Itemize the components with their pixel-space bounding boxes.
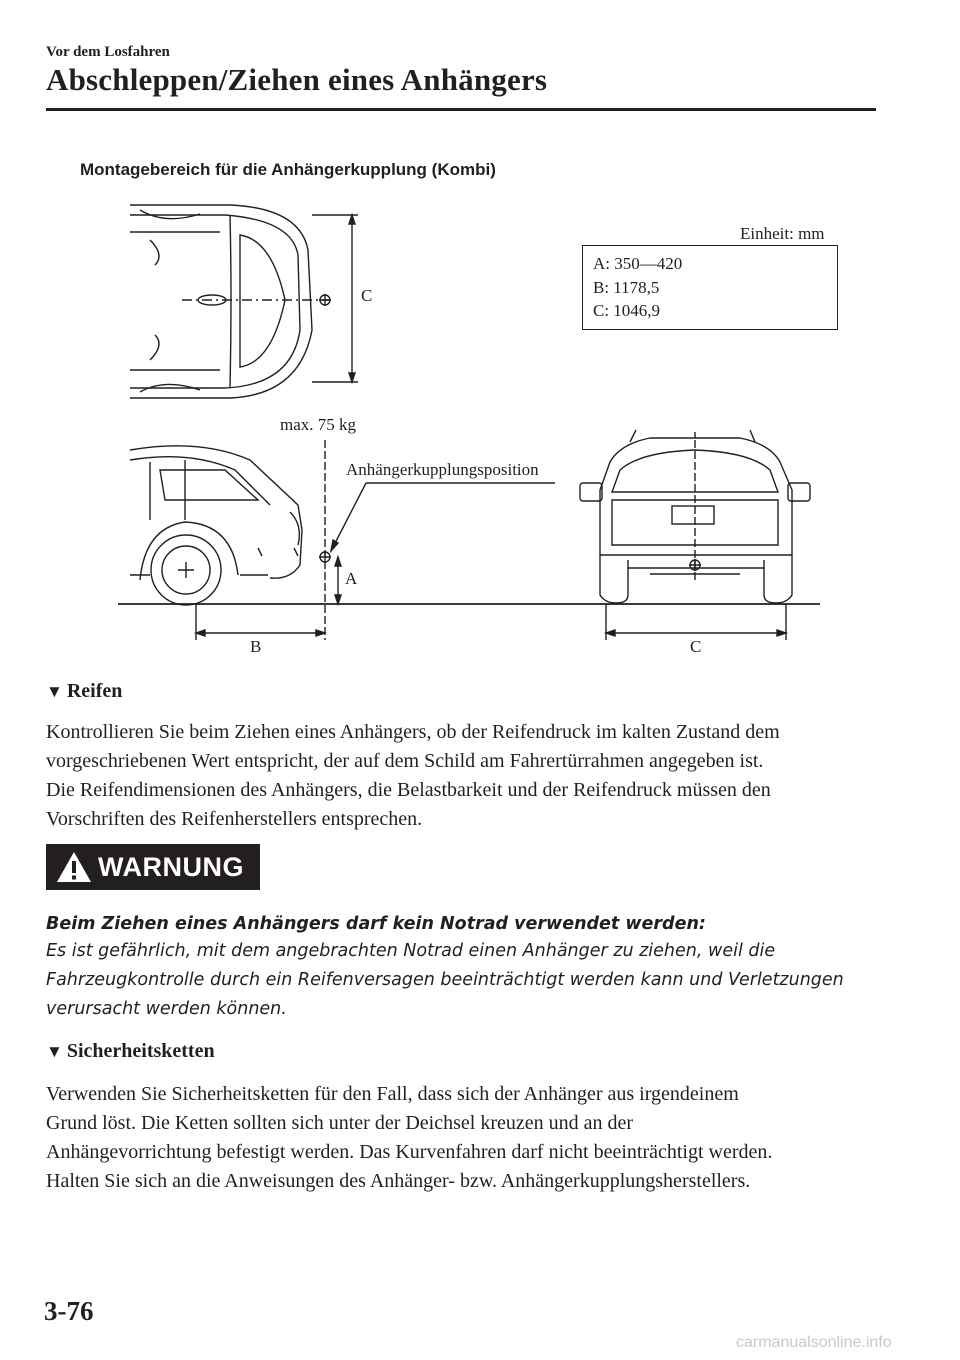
label-a: A: [345, 569, 358, 588]
warning-triangle-icon: [54, 847, 94, 887]
page-number: 3-76: [44, 1296, 94, 1326]
chains-heading-label: Sicherheitsketten: [66, 1040, 215, 1062]
triangle-down-icon: ▼: [46, 1042, 63, 1061]
warning-badge: [46, 844, 260, 890]
label-c-top: C: [361, 286, 373, 305]
tires-line: Die Reifendimensionen des Anhängers, die Belastbarkeit und der Reifendruck müssen den: [46, 779, 771, 801]
chains-heading: [46, 1040, 215, 1063]
chains-line: Anhängevorrichtung befestigt werden. Das Kurvenfahren darf nicht beeinträchtigt werden.: [46, 1141, 773, 1163]
dimension-b: [196, 604, 325, 640]
label-c-rear: C: [690, 637, 702, 656]
triangle-down-icon: ▼: [46, 682, 63, 701]
chains-line: Halten Sie sich an die Anweisungen des Anhänger- bzw. Anhängerkupplungsherstellers.: [46, 1170, 751, 1192]
warning-paragraph: [46, 937, 876, 1024]
warning-line: Es ist gefährlich, mit dem angebrachten Notrad einen Anhänger zu ziehen, weil die: [46, 941, 776, 961]
spec-a: A: 350—420: [593, 254, 683, 273]
hitch-leader: [331, 483, 555, 551]
chains-line: Grund löst. Die Ketten sollten sich unter der Deichsel kreuzen und an der: [46, 1112, 634, 1134]
figure-title: Montagebereich für die Anhängerkupplung (Kombi): [80, 160, 496, 179]
warning-heading: Beim Ziehen eines Anhängers darf kein Notrad verwendet werden:: [46, 914, 706, 934]
tires-heading: [46, 680, 122, 703]
section-label: Vor dem Losfahren: [46, 44, 170, 60]
chains-line: Verwenden Sie Sicherheitsketten für den Fall, dass sich der Anhänger aus irgendeinem: [46, 1083, 739, 1105]
unit-label: Einheit: mm: [740, 224, 825, 243]
label-max-load: max. 75 kg: [280, 415, 357, 434]
spec-box: [582, 245, 838, 330]
tires-line: Vorschriften des Reifenherstellers entsprechen.: [46, 808, 423, 830]
spec-c: C: 1046,9: [593, 301, 661, 320]
dimension-c-top: [312, 215, 358, 382]
car-top-view: [130, 205, 330, 398]
page-title: Abschleppen/Ziehen eines Anhängers: [46, 62, 548, 97]
label-hitch-position: Anhängerkupplungsposition: [346, 460, 539, 479]
watermark: carmanualsonline.info: [736, 1334, 892, 1351]
spec-b: B: 1178,5: [593, 277, 660, 297]
tires-heading-label: Reifen: [66, 680, 123, 702]
warning-line: Fahrzeugkontrolle durch ein Reifenversagen beeinträchtigt werden kann und Verletzungen: [46, 970, 844, 990]
warning-badge-label: WARNUNG: [98, 851, 244, 882]
warning-line: verursacht werden können.: [46, 999, 287, 1019]
tires-line: Kontrollieren Sie beim Ziehen eines Anhängers, ob der Reifendruck im kalten Zustand dem: [46, 721, 780, 743]
tires-line: vorgeschriebenen Wert entspricht, der auf dem Schild am Fahrertürrahmen angegeben ist.: [46, 750, 764, 772]
car-side-view: [130, 446, 302, 605]
label-b: B: [250, 637, 262, 656]
tires-paragraph: [46, 718, 876, 834]
dimension-a: [335, 557, 341, 604]
dimension-c-rear: [606, 604, 786, 640]
chains-paragraph: [46, 1080, 876, 1196]
